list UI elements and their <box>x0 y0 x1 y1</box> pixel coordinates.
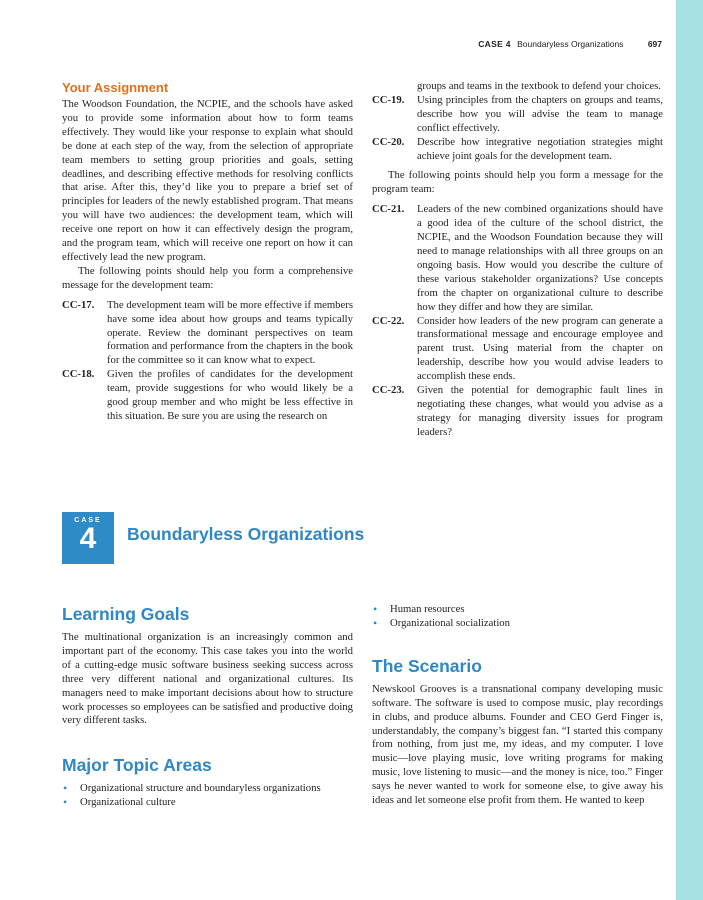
program-team-intro: The following points should help you form a message for the program team: <box>372 169 663 196</box>
question-text: Given the profiles of candidates for the development team, provide suggestions for who would likely be a good group member and who might be less effective in this situation. Be sure you are using the research on <box>107 368 353 422</box>
question-text: Using principles from the chapters on groups and teams, describe how you will advise the team to manage conflict effectively. <box>417 93 663 134</box>
topic-list-continued <box>372 603 663 631</box>
development-team-intro: The following points should help you form a comprehensive message for the development team: <box>62 264 353 291</box>
list-item: • Human resources <box>373 602 465 616</box>
question-cc18 <box>62 368 353 424</box>
bullet-icon: • <box>373 602 378 616</box>
list-item: • Organizational culture <box>63 795 176 810</box>
list-item: • Organizational socialization <box>373 615 510 630</box>
bottom-left-column <box>62 603 353 810</box>
your-assignment-heading: Your Assignment <box>62 80 169 95</box>
question-number: CC-22. <box>372 314 405 327</box>
question-cc22 <box>372 315 663 385</box>
question-number: CC-23. <box>372 384 405 397</box>
question-cc17 <box>62 299 353 369</box>
major-topic-areas-heading: Major Topic Areas <box>62 755 212 776</box>
question-cc20 <box>372 136 663 164</box>
scenario-heading: The Scenario <box>372 655 482 676</box>
question-text: Consider how leaders of the new program can generate a transformational message and encourage employee and parent trust. Using material from the chapter on leadership, describe how you would advise leaders to accomplish these ends. <box>417 314 663 383</box>
case-number-badge <box>62 512 114 564</box>
list-item: • Organizational structure and boundaryless organizations <box>63 781 321 796</box>
question-cc23 <box>372 384 663 440</box>
question-text: Leaders of the new combined organizations should have a good idea of the culture of the school district, the NCPIE, and the Woodson Foundation because they will need to manage relationships with all three groups on an ongoing basis. How would you describe the culture of these various stakeholder organizations? Use concepts from the chapter on organizational culture to describe how they differ and how they are similar. <box>417 203 663 313</box>
scenario-text: Newskool Grooves is a transnational company developing music software. The software is used to compose music, play recordings in clubs, and produce albums. Founder and CEO Gerd Finger is, understandably, the company’s biggest fan. “I started this company from nothing, from just me, my ideas, and my computer. I love music—love playing music, love writing programs for making music, love listening to music—and the money is nice, too.” Finger says he never wanted to work for someone else, to give away his ideas and let someone else profit from them. He wanted to keep <box>372 682 663 807</box>
page-edge-strip <box>676 0 703 900</box>
page-number: 697 <box>647 39 662 49</box>
bullet-icon: • <box>63 781 68 796</box>
question-cc21 <box>372 203 663 314</box>
question-text: Given the potential for demographic fault lines in negotiating these changes, what would you advise as a strategy for managing diversity issues for program leaders? <box>417 384 663 438</box>
case-title: Boundaryless Organizations <box>127 524 365 544</box>
running-head <box>300 39 662 49</box>
question-text: Describe how integrative negotiation strategies might achieve joint goals for the development team. <box>417 135 663 162</box>
question-number: CC-19. <box>372 93 405 106</box>
question-text: groups and teams in the textbook to defend your choices. <box>417 80 661 92</box>
running-head-title: Boundaryless Organizations <box>517 39 624 49</box>
question-number: CC-18. <box>62 368 95 381</box>
question-number: CC-20. <box>372 135 405 148</box>
top-left-column <box>62 80 353 424</box>
case-number: 4 <box>79 522 97 555</box>
assignment-paragraph: The Woodson Foundation, the NCPIE, and the schools have asked you to provide some information about how to form teams effectively. They would like your response to explain what should be done at each step of the way, from the selection of appropriate team members to setting group priorities and goals, setting deadlines, and describing effective methods for resolving conflicts that arise. After this, they’d like you to prepare a brief set of principles for leaders of the newly established program. That means you will have two audiences: the development team, which will receive one report on how it can effectively design the program, and the program team, which will receive one report on how it can effectively lead the new program. <box>62 98 353 263</box>
case-word: CASE <box>74 517 102 524</box>
running-head-case: CASE 4 <box>478 39 511 49</box>
bullet-icon: • <box>63 795 68 810</box>
learning-goals-text: The multinational organization is an increasingly common and important part of the economy. This case takes you into the world of a cutting-edge music software business seeking success across three very different national and organizational cultures. Its managers need to make important decisions about how to structure work processes so employees can be satisfied and productive doing very different tasks. <box>62 631 353 727</box>
question-text: The development team will be more effective if members have some idea about how groups and teams typically operate. Review the dominant perspectives on team formation and performance from the chapters in the book for the committee so it can know what to expect. <box>107 298 353 367</box>
question-cc19 <box>372 94 663 136</box>
question-number: CC-21. <box>372 203 405 216</box>
learning-goals-heading: Learning Goals <box>62 604 190 624</box>
question-number: CC-17. <box>62 298 95 311</box>
question-cc18-continued <box>372 80 663 94</box>
top-right-column <box>372 80 663 440</box>
topic-list <box>62 782 353 810</box>
bottom-right-column <box>372 603 663 808</box>
bullet-icon: • <box>373 615 378 630</box>
